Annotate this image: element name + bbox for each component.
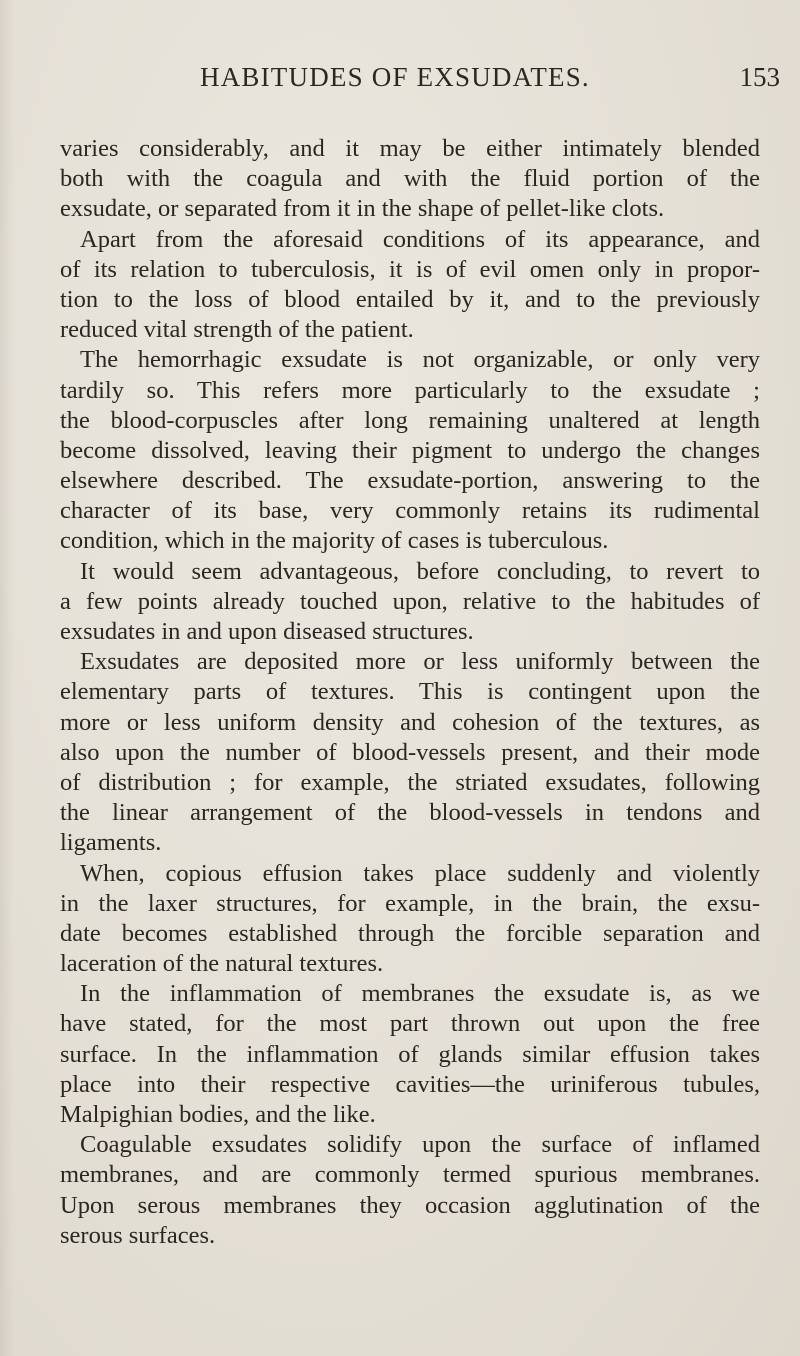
text-line: tardily so. This refers more particularly to the exsudate ; [60, 376, 760, 404]
text-line: condition, which in the majority of cases is tuberculous. [60, 527, 609, 555]
text-line: Exsudates are deposited more or less uniformly between the [80, 648, 760, 676]
text-line: Apart from the aforesaid conditions of its appearance, and [80, 225, 760, 253]
text-line: character of its base, very commonly retains its rudimental [60, 497, 760, 525]
text-line: the blood-corpuscles after long remaining unaltered at length [60, 406, 760, 434]
text-line: date becomes established through the forcible separation and [60, 919, 760, 947]
text-line: reduced vital strength of the patient. [60, 316, 414, 344]
text-line: In the inflammation of membranes the exsudate is, as we [80, 980, 760, 1008]
text-line: laceration of the natural textures. [60, 950, 384, 978]
text-line: of its relation to tuberculosis, it is of evil omen only in propor- [60, 255, 760, 283]
text-line: varies considerably, and it may be either intimately blended [60, 135, 760, 162]
text-line: place into their respective cavities—the uriniferous tubules, [60, 1070, 760, 1098]
text-line: Upon serous membranes they occasion agglutination of the [60, 1191, 760, 1219]
text-line: surface. In the inflammation of glands similar effusion takes [60, 1040, 760, 1068]
text-line: tion to the loss of blood entailed by it, and to the previously [60, 285, 760, 313]
page-header [60, 62, 780, 102]
text-line: Coagulable exsudates solidify upon the surface of inflamed [80, 1131, 760, 1159]
page-edge-shadow [0, 0, 14, 1356]
text-line: more or less uniform density and cohesion of the textures, as [60, 708, 760, 736]
text-line: Malpighian bodies, and the like. [60, 1101, 376, 1128]
text-line: also upon the number of blood-vessels present, and their mode [60, 738, 760, 766]
running-title: HABITUDES OF EXSUDATES. [200, 62, 590, 92]
text-line: a few points already touched upon, relative to the habitudes of [60, 587, 760, 615]
text-line: exsudates in and upon diseased structures. [60, 618, 474, 645]
text-line: have stated, for the most part thrown out upon the free [60, 1010, 760, 1038]
body-text [60, 134, 760, 1251]
text-line: both with the coagula and with the fluid portion of the [60, 165, 760, 193]
text-line: the linear arrangement of the blood-vessels in tendons and [60, 799, 760, 827]
text-line: become dissolved, leaving their pigment to undergo the changes [60, 436, 760, 464]
text-line: exsudate, or separated from it in the shape of pellet-like clots. [60, 195, 665, 223]
text-line: membranes, and are commonly termed spurious membranes. [60, 1161, 760, 1189]
text-line: It would seem advantageous, before concluding, to revert to [80, 557, 760, 585]
text-line: in the laxer structures, for example, in the brain, the exsu- [60, 889, 760, 917]
text-line: The hemorrhagic exsudate is not organizable, or only very [80, 346, 760, 374]
text-line: elsewhere described. The exsudate-portion, answering to the [60, 467, 760, 495]
text-line: When, copious effusion takes place suddenly and violently [80, 859, 760, 887]
text-line: ligaments. [60, 829, 162, 857]
page-number: 153 [739, 62, 780, 92]
text-line: elementary parts of textures. This is contingent upon the [60, 678, 760, 706]
text-line: serous surfaces. [60, 1221, 216, 1249]
text-line: of distribution ; for example, the striated exsudates, following [60, 768, 760, 796]
